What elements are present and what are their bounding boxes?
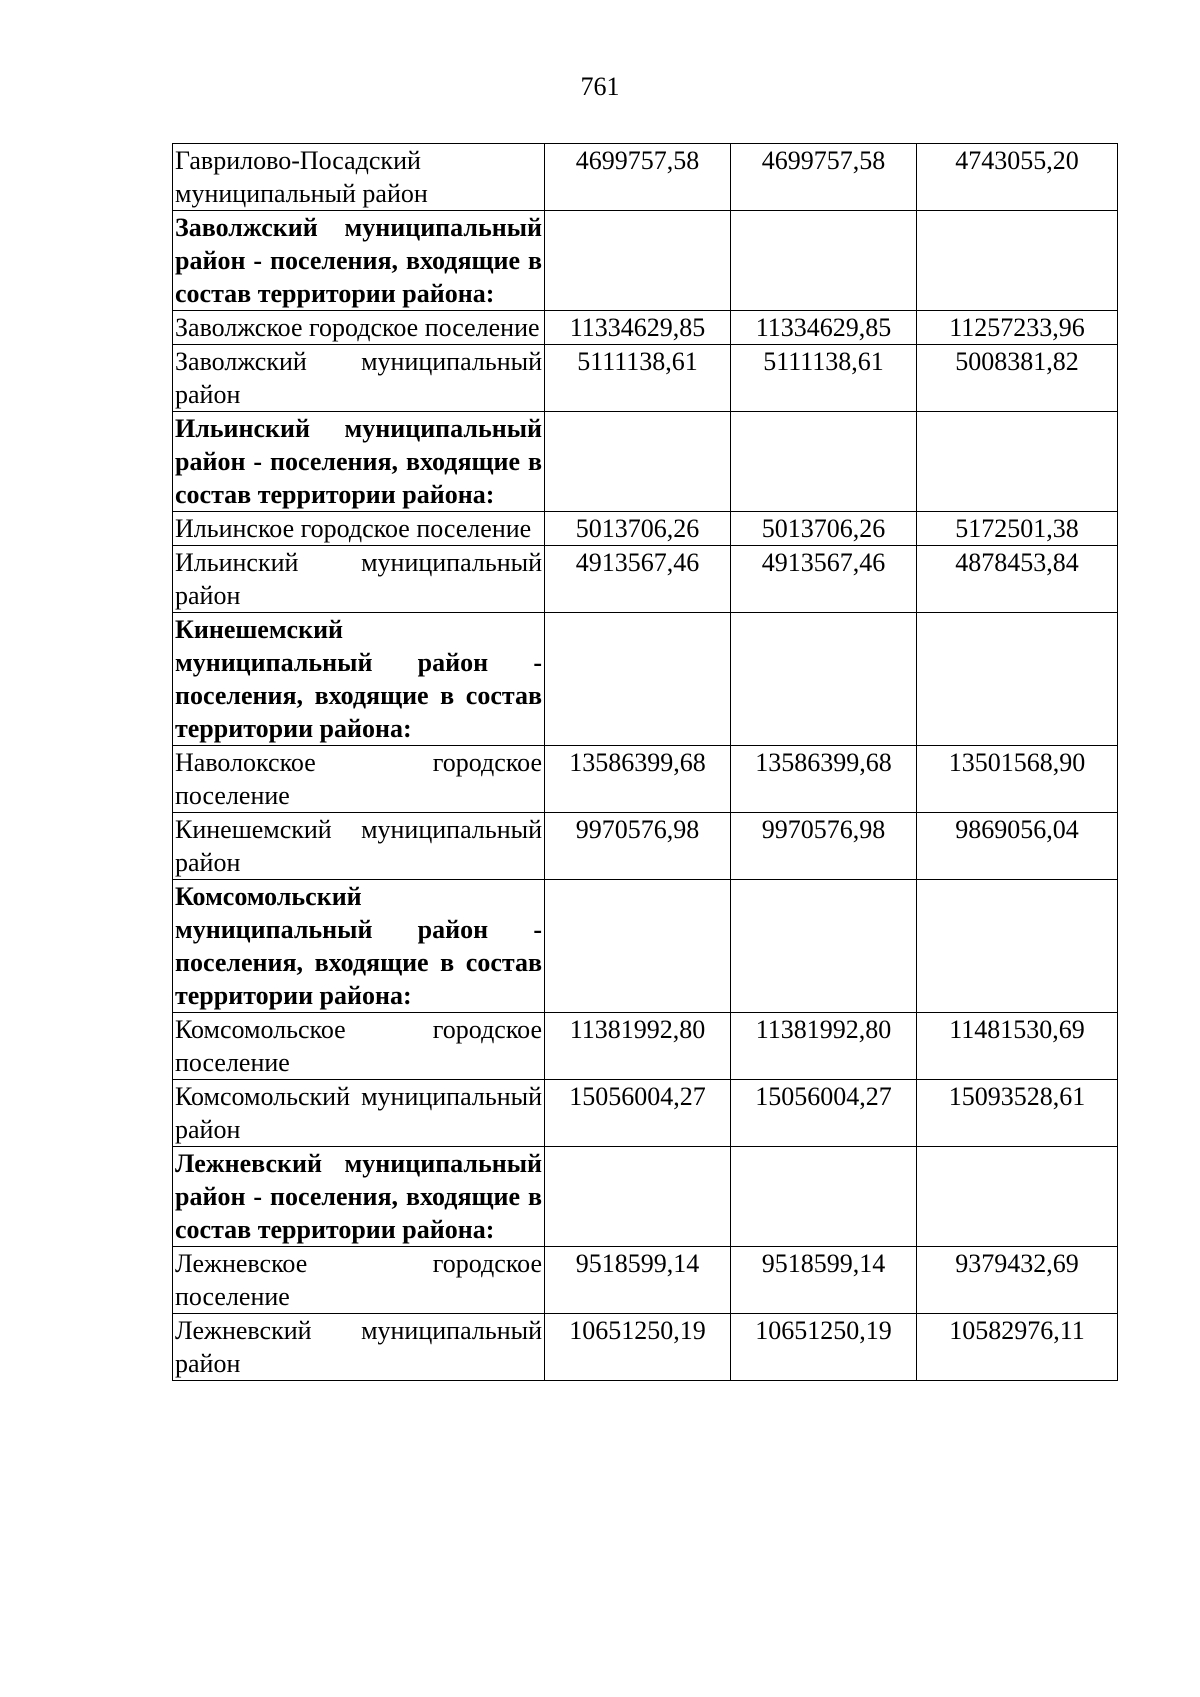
- row-name: Ильинское городское поселение: [173, 512, 545, 546]
- row-value-2: 10651250,19: [731, 1314, 917, 1381]
- budget-table: [172, 143, 1118, 1381]
- row-value-3: 5008381,82: [917, 345, 1118, 412]
- row-value-3: 10582976,11: [917, 1314, 1118, 1381]
- row-value-3: 11481530,69: [917, 1013, 1118, 1080]
- row-value-2: 13586399,68: [731, 746, 917, 813]
- row-value-1: [545, 613, 731, 746]
- group-heading: Лежневский муниципальный район - поселения, входящие в состав территории района:: [173, 1147, 545, 1247]
- row-value-2: 9970576,98: [731, 813, 917, 880]
- row-value-1: 9518599,14: [545, 1247, 731, 1314]
- row-value-3: 4878453,84: [917, 546, 1118, 613]
- row-value-2: [731, 880, 917, 1013]
- row-value-3: 13501568,90: [917, 746, 1118, 813]
- row-value-2: 11334629,85: [731, 311, 917, 345]
- row-name: Гаврилово-Посадский муниципальный район: [173, 144, 545, 211]
- row-value-2: [731, 211, 917, 311]
- row-value-2: 11381992,80: [731, 1013, 917, 1080]
- table-group-row: [173, 613, 1118, 746]
- group-heading: Комсомольский муниципальный район - поселения, входящие в состав территории района:: [173, 880, 545, 1013]
- row-value-1: 5111138,61: [545, 345, 731, 412]
- row-value-1: 5013706,26: [545, 512, 731, 546]
- table-group-row: [173, 880, 1118, 1013]
- row-name: Наволокское городское поселение: [173, 746, 545, 813]
- table-row: [173, 1314, 1118, 1381]
- row-value-3: [917, 880, 1118, 1013]
- row-value-3: 11257233,96: [917, 311, 1118, 345]
- row-value-1: [545, 880, 731, 1013]
- row-value-3: [917, 211, 1118, 311]
- row-name: Ильинский муниципальный район: [173, 546, 545, 613]
- row-value-1: 10651250,19: [545, 1314, 731, 1381]
- row-value-1: [545, 211, 731, 311]
- row-value-1: 11334629,85: [545, 311, 731, 345]
- row-value-1: [545, 412, 731, 512]
- row-value-3: 9869056,04: [917, 813, 1118, 880]
- row-value-2: 9518599,14: [731, 1247, 917, 1314]
- row-name: Кинешемский муниципальный район: [173, 813, 545, 880]
- table-group-row: [173, 1147, 1118, 1247]
- row-value-1: 4913567,46: [545, 546, 731, 613]
- row-value-1: 4699757,58: [545, 144, 731, 211]
- group-heading: Ильинский муниципальный район - поселения, входящие в состав территории района:: [173, 412, 545, 512]
- table-row: [173, 813, 1118, 880]
- row-name: Комсомольский муниципальный район: [173, 1080, 545, 1147]
- row-value-1: 15056004,27: [545, 1080, 731, 1147]
- table-row: [173, 546, 1118, 613]
- table-row: [173, 1013, 1118, 1080]
- row-value-2: 4913567,46: [731, 546, 917, 613]
- row-value-2: 15056004,27: [731, 1080, 917, 1147]
- row-value-1: 9970576,98: [545, 813, 731, 880]
- table-row: [173, 1247, 1118, 1314]
- table-row: [173, 345, 1118, 412]
- table-row: [173, 512, 1118, 546]
- row-value-3: 4743055,20: [917, 144, 1118, 211]
- table-row: [173, 1080, 1118, 1147]
- row-value-1: [545, 1147, 731, 1247]
- row-value-2: 5013706,26: [731, 512, 917, 546]
- row-value-3: [917, 1147, 1118, 1247]
- table-group-row: [173, 211, 1118, 311]
- row-value-2: [731, 1147, 917, 1247]
- row-value-3: [917, 613, 1118, 746]
- row-value-2: [731, 613, 917, 746]
- row-value-3: 5172501,38: [917, 512, 1118, 546]
- row-value-2: 4699757,58: [731, 144, 917, 211]
- row-name: Заволжское городское поселение: [173, 311, 545, 345]
- group-heading: Заволжский муниципальный район - поселения, входящие в состав территории района:: [173, 211, 545, 311]
- row-value-3: 15093528,61: [917, 1080, 1118, 1147]
- table-group-row: [173, 412, 1118, 512]
- row-name: Заволжский муниципальный район: [173, 345, 545, 412]
- row-value-2: 5111138,61: [731, 345, 917, 412]
- row-name: Комсомольское городское поселение: [173, 1013, 545, 1080]
- row-value-3: [917, 412, 1118, 512]
- row-value-2: [731, 412, 917, 512]
- group-heading: Кинешемский муниципальный район - поселения, входящие в состав территории района:: [173, 613, 545, 746]
- row-value-1: 11381992,80: [545, 1013, 731, 1080]
- table-row: [173, 311, 1118, 345]
- table-row: [173, 746, 1118, 813]
- table-row: [173, 144, 1118, 211]
- row-value-3: 9379432,69: [917, 1247, 1118, 1314]
- row-value-1: 13586399,68: [545, 746, 731, 813]
- page-number: 761: [580, 72, 620, 101]
- row-name: Лежневское городское поселение: [173, 1247, 545, 1314]
- row-name: Лежневский муниципальный район: [173, 1314, 545, 1381]
